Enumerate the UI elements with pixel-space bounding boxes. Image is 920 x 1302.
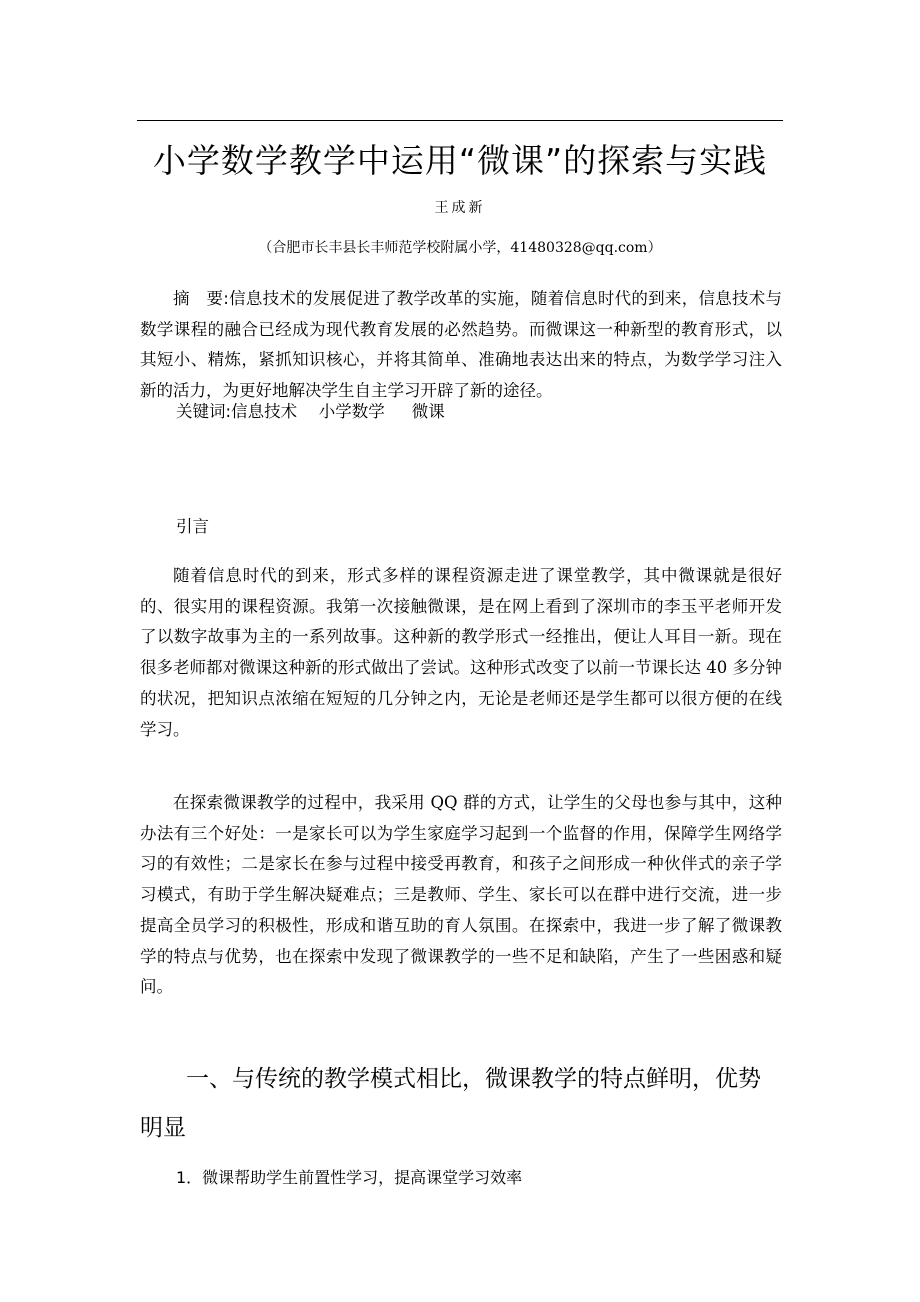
author-affiliation: （合肥市长丰县长丰师范学校附属小学，41480328@qq.com） [258, 240, 662, 256]
section-heading: 一、与传统的教学模式相比，微课教学的特点鲜明，优势明显 [140, 1066, 761, 1141]
author-name: 王成新 [434, 200, 486, 216]
keywords [176, 397, 445, 427]
keywords-text: 信息技术 小学数学 微课 [231, 402, 445, 421]
intro-paragraph-1: 随着信息时代的到来，形式多样的课程资源走进了课堂教学，其中微课就是很好的、很实用的课程资源。我第一次接触微课，是在网上看到了深圳市的李玉平老师开发了以数字故事为主的一系列故事。这种新的教学形式一经推出，便让人耳目一新。现在很多老师都对微课这种新的形式做出了尝试。这种形式改变了以前一节课长达 40 多分钟的状况，把知识点浓缩在短短的几分钟之内，无论是老师还是学生都可以很方便的在线学习。 [140, 566, 782, 739]
keywords-label: 关键词: [176, 402, 232, 421]
abstract [140, 284, 782, 407]
page-title: 小学数学教学中运用“微课”的探索与实践 [152, 141, 768, 180]
intro-paragraph-2: 在探索微课教学的过程中，我采用 QQ 群的方式，让学生的父母也参与其中，这种办法有三个好处：一是家长可以为学生家庭学习起到一个监督的作用，保障学生网络学习的有效性；二是家长在参与过程中接受再教育，和孩子之间形成一种伙伴式的亲子学习模式，有助于学生解决疑难点；三是教师、学生、家长可以在群中进行交流，进一步提高全员学习的积极性，形成和谐互助的育人氛围。在探索中，我进一步了解了微课教学的特点与优势，也在探索中发现了微课教学的一些不足和缺陷，产生了一些困惑和疑问。 [140, 793, 782, 997]
subsection-heading: 1．微课帮助学生前置性学习，提高课堂学习效率 [176, 1168, 523, 1187]
abstract-label: 摘 要: [173, 289, 229, 308]
abstract-text: 信息技术的发展促进了教学改革的实施，随着信息时代的到来，信息技术与数学课程的融合已经成为现代教育发展的必然趋势。而微课这一种新型的教育形式，以其短小、精炼，紧抓知识核心，并将其简单、准确地表达出来的特点，为数学学习注入新的活力，为更好地解决学生自主学习开辟了新的途径。 [140, 289, 783, 401]
header-rule [137, 120, 783, 121]
intro-heading: 引言 [176, 517, 209, 536]
